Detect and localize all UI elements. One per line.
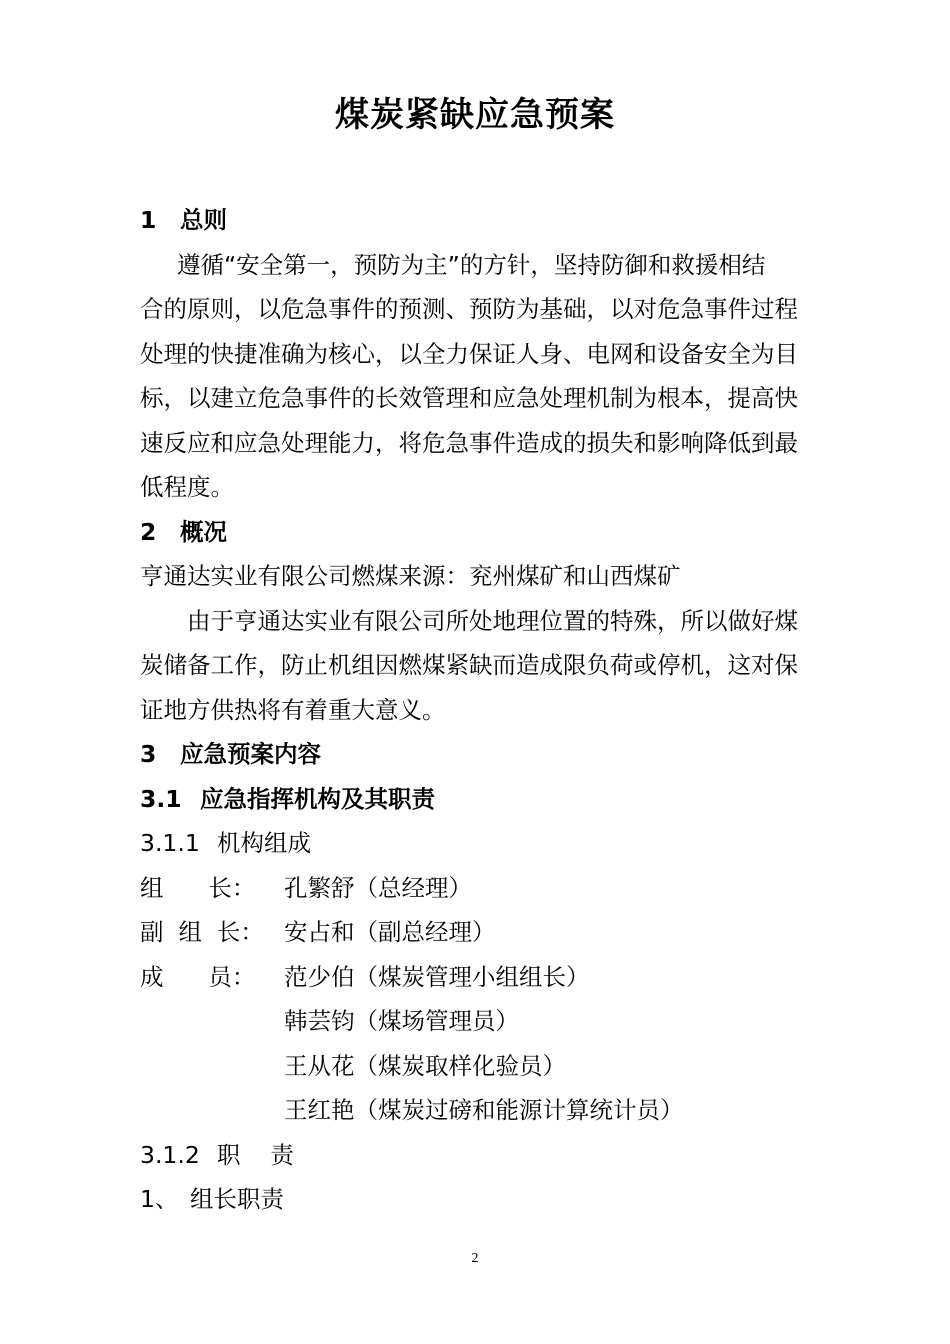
subsubsection-title: 职 责	[217, 1140, 294, 1169]
paragraph-line: 低程度。	[140, 473, 234, 501]
section-heading	[140, 510, 812, 555]
section-number: 3	[140, 740, 157, 768]
section-heading	[140, 198, 812, 243]
section-heading	[140, 732, 812, 777]
roster-members	[140, 955, 812, 1000]
list-item	[140, 1177, 812, 1222]
roster-member: 王从花（煤炭取样化验员）	[284, 1051, 566, 1080]
roster-member: 王红艳（煤炭过磅和能源计算统计员）	[284, 1096, 684, 1124]
subsubsection-heading	[140, 821, 812, 866]
coal-source-line: 亨通达实业有限公司燃煤来源：兖州煤矿和山西煤矿	[140, 562, 681, 590]
role-label: 副 组 长：	[140, 918, 264, 946]
document-title: 煤炭紧缺应急预案	[335, 95, 615, 135]
page-number: 2	[471, 1251, 479, 1266]
section-title: 总则	[180, 206, 227, 234]
roster-member: 韩芸钧（煤场管理员）	[284, 1007, 519, 1035]
subsubsection-title: 机构组成	[217, 829, 311, 857]
section-number: 2	[140, 517, 157, 546]
paragraph-line: 证地方供热将有着重大意义。	[140, 695, 446, 724]
role-label: 成 员：	[140, 962, 256, 991]
section-number: 1	[140, 206, 157, 234]
paragraph-line: 由于亨通达实业有限公司所处地理位置的特殊，所以做好煤	[187, 606, 798, 635]
paragraph-line: 处理的快捷准确为核心，以全力保证人身、电网和设备安全为目	[140, 339, 798, 368]
subsection-title: 应急指挥机构及其职责	[200, 784, 435, 813]
document-body	[140, 198, 812, 1222]
roster-deputy	[140, 910, 812, 955]
subsection-number: 3.1	[140, 784, 182, 813]
person-name: 孔繁舒（总经理）	[284, 873, 472, 902]
role-label: 组 长：	[140, 873, 256, 902]
section-title: 应急预案内容	[180, 740, 321, 768]
paragraph-line: 遵循“安全第一，预防为主”的方针，坚持防御和救援相结	[177, 250, 766, 279]
roster-leader	[140, 866, 812, 911]
subsubsection-number: 3.1.1	[140, 829, 200, 857]
paragraph-line: 标，以建立危急事件的长效管理和应急处理机制为根本，提高快	[140, 384, 798, 412]
subsubsection-heading	[140, 1133, 812, 1178]
person-name: 范少伯（煤炭管理小组组长）	[284, 962, 590, 991]
paragraph-line: 合的原则，以危急事件的预测、预防为基础，以对危急事件过程	[140, 295, 798, 323]
list-item-number: 1、	[140, 1185, 179, 1213]
subsubsection-number: 3.1.2	[140, 1140, 200, 1169]
subsection-heading	[140, 777, 812, 822]
person-name: 安占和（副总经理）	[284, 918, 496, 946]
paragraph-line: 速反应和应急处理能力，将危急事件造成的损失和影响降低到最	[140, 428, 798, 457]
list-item-text: 组长职责	[190, 1185, 284, 1213]
section-title: 概况	[180, 517, 227, 546]
paragraph-line: 炭储备工作，防止机组因燃煤紧缺而造成限负荷或停机，这对保	[140, 651, 798, 679]
